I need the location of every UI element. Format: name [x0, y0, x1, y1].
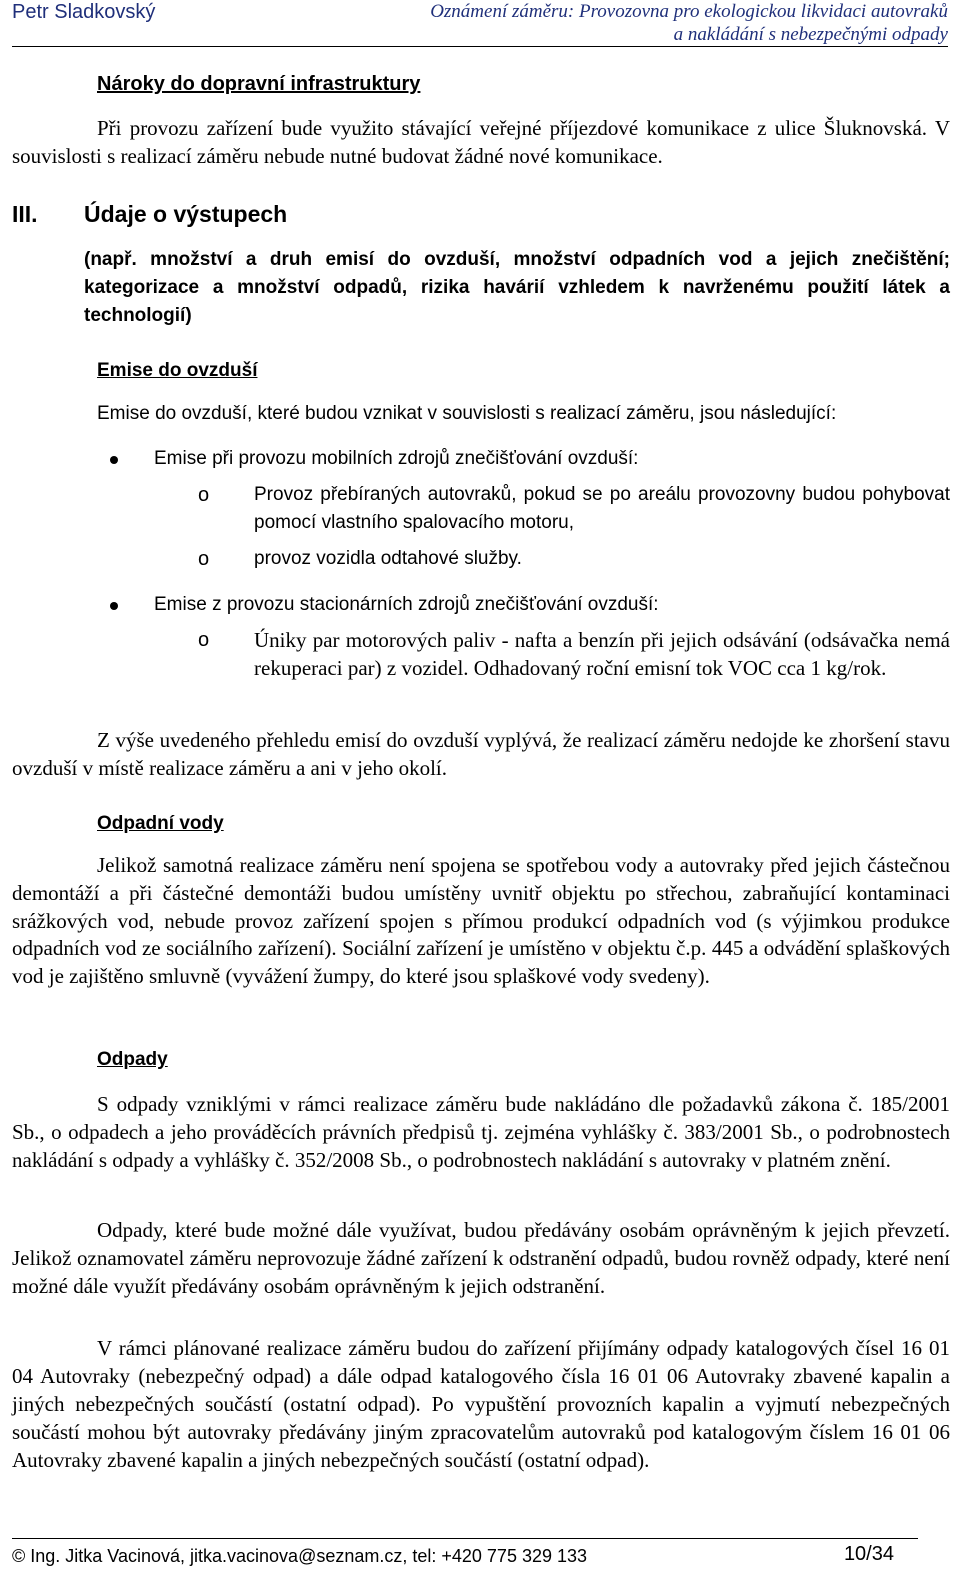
sub-bullet-icon: o [198, 484, 210, 506]
page-header [12, 0, 948, 46]
section-intro: (např. množství a druh emisí do ovzduší, množství odpadních vod a jejich znečištění; kategorizace a množství odpadů, rizika havárií vzhledem k navrženému použití látek a technologií) [84, 249, 950, 326]
bullet-icon [110, 602, 118, 610]
emise-bullet-mobile: Emise při provozu mobilních zdrojů znečišťování ovzduší: [154, 448, 639, 469]
odpady-paragraph-3: V rámci plánované realizace záměru budou do zařízení přijímány odpady katalogových čísel 16 01 04 Autovraky (nebezpečný odpad) a dále odpad katalogového čísla 16 01 06 Autovraky zbavené kapalin a jiných nebezpečných součástí (ostatní odpad). Po vypuštění provozních kapalin a vyjmutí nebezpečných součástí mohou být autovraky předávány jiným zpracovatelům autovraků pod katalogovým číslem 16 01 06 Autovraky zbavené kapalin a jiných nebezpečných součástí (ostatní odpad). [12, 1336, 950, 1472]
header-title [430, 0, 948, 46]
odpady-paragraph-1: S odpady vzniklými v rámci realizace záměru bude nakládáno dle požadavků zákona č. 185/2001 Sb., o odpadech a jeho prováděcích právních předpisů tj. zejména vyhlášky č. 383/2001 Sb., o podrobnostech nakládání s odpady a vyhlášky č. 352/2008 Sb., o podrobnostech nakládání s autovraky v platném znění. [12, 1092, 950, 1172]
header-author: Petr Sladkovský [12, 1, 156, 23]
emise-intro: Emise do ovzduší, které budou vznikat v souvislosti s realizací záměru, jsou následující: [97, 403, 837, 424]
header-divider [12, 46, 948, 47]
footer-contact: © Ing. Jitka Vacinová, jitka.vacinova@seznam.cz, tel: +420 775 329 133 [12, 1546, 588, 1566]
emise-sub-uniky: Úniky par motorových paliv - nafta a benzín při jejich odsávání (odsávačka nemá rekuperaci par) z vozidel. Odhadovaný roční emisní tok VOC cca 1 kg/rok. [254, 628, 950, 680]
sub-bullet-icon: o [198, 629, 210, 651]
header-title-line2: a nakládání s nebezpečnými odpady [673, 24, 948, 45]
vody-heading: Odpadní vody [97, 813, 224, 834]
emise-conclusion: Z výše uvedeného přehledu emisí do ovzduší vyplývá, že realizací záměru nedojde ke zhoršení stavu ovzduší v místě realizace záměru a ani v jeho okolí. [12, 728, 950, 780]
vody-paragraph: Jelikož samotná realizace záměru není spojena se spotřebou vody a autovraky před jejich částečnou demontáží a při částečné demontáži budou umístěny uvnitř objektu po střechou, zabraňující kontaminaci srážkových vod, nebude provoz zařízení spojen s přímou produkcí odpadních vod (s výjimkou produkce odpadních vod ze sociálního zařízení). Sociální zařízení je umístěno v objektu č.p. 445 a odvádění splaškových vod je zajištěno smluvně (vyvážení žumpy, do které jsou splaškové vody svedeny). [12, 853, 950, 989]
odpady-paragraph-2: Odpady, které bude možné dále využívat, budou předávány osobám oprávněným k jejich převzetí. Jelikož oznamovatel záměru neprovozuje žádné zařízení k odstranění odpadů, budou rovněž odpady, které není možné dále využít předávány osobám oprávněným k jejich odstranění. [12, 1218, 950, 1298]
page-number: 10/34 [843, 1543, 894, 1565]
emise-heading: Emise do ovzduší [97, 360, 258, 381]
header-title-line1: Oznámení záměru: Provozovna pro ekologickou likvidaci autovraků [430, 1, 948, 22]
section-title: Údaje o výstupech [84, 201, 288, 227]
emise-sub-provoz: Provoz přebíraných autovraků, pokud se po areálu provozovny budou pohybovat pomocí vlastního spalovacího motoru, [254, 484, 950, 533]
transport-paragraph: Při provozu zařízení bude využito stávající veřejné příjezdové komunikace z ulice Šluknovská. V souvislosti s realizací záměru nebude nutné budovat žádné nové komunikace. [12, 116, 950, 168]
footer-divider [12, 1538, 918, 1539]
section-number: III. [12, 201, 38, 227]
sub-bullet-icon: o [198, 548, 210, 570]
transport-heading: Nároky do dopravní infrastruktury [97, 73, 421, 95]
bullet-icon [110, 456, 118, 464]
emise-sub-odtah: provoz vozidla odtahové služby. [254, 548, 522, 569]
odpady-heading: Odpady [97, 1049, 168, 1070]
emise-bullet-stationary: Emise z provozu stacionárních zdrojů znečišťování ovzduší: [154, 594, 659, 615]
